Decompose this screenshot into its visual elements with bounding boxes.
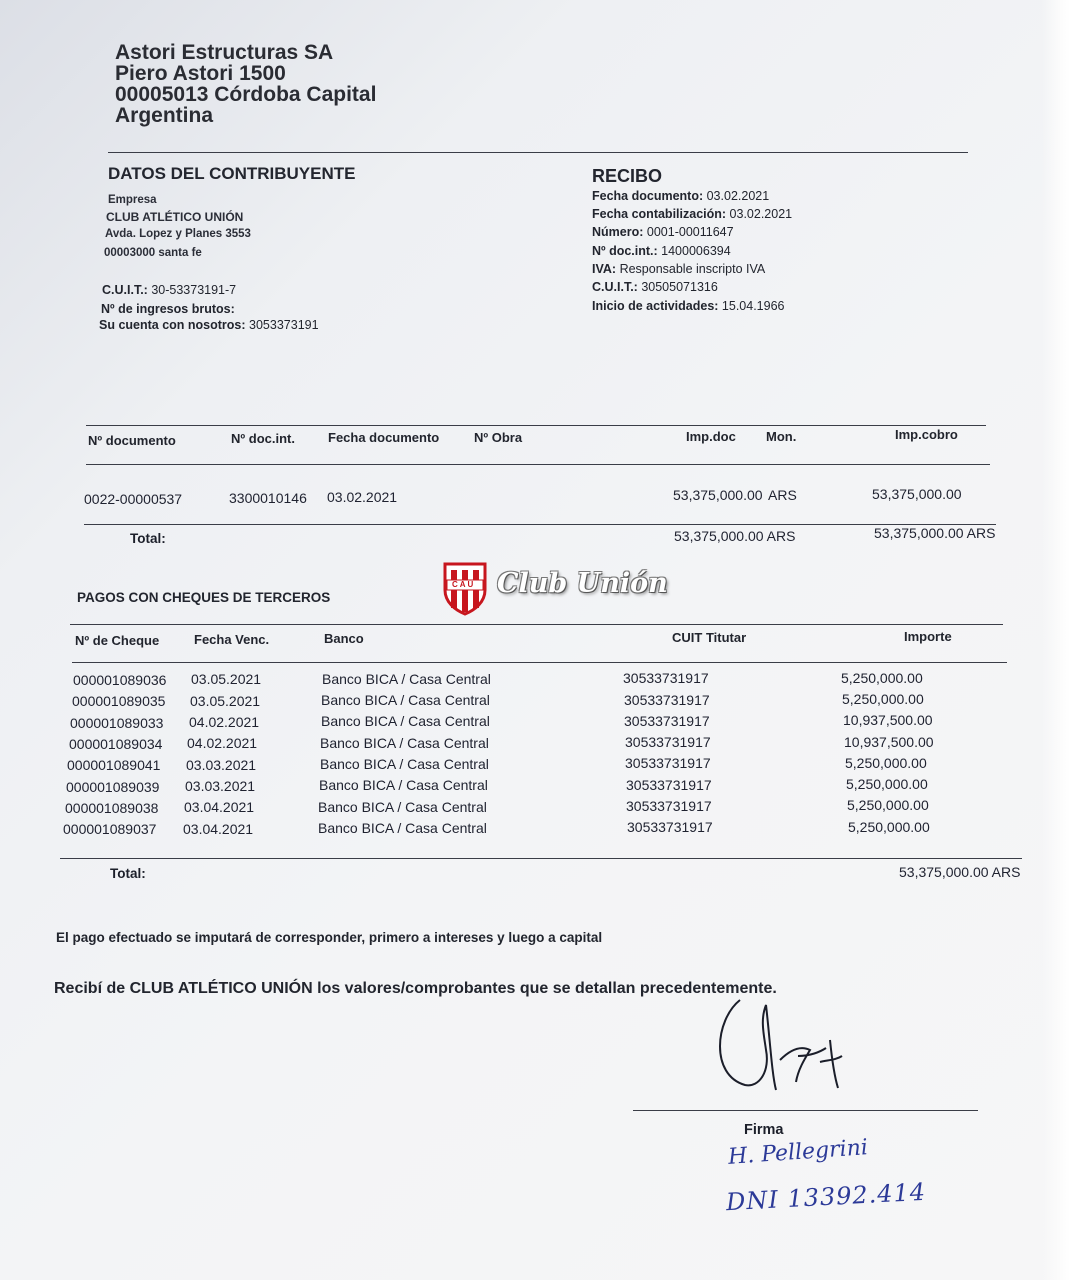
receipt-fecha-doc [592,189,769,203]
receipt-iva-label: IVA: [592,262,617,276]
receipt-inicio-value: 15.04.1966 [721,299,785,313]
receipt-heading: RECIBO [592,166,663,186]
taxpayer-address: Avda. Lopez y Planes 3553 [105,228,251,240]
docs-cell-impdoc: 53,375,000.00 [673,487,763,503]
receipt-inicio-label: Inicio de actividades: [592,299,719,313]
check-cell-fecha: 03.05.2021 [191,671,262,687]
taxpayer-cuit-line [102,283,236,297]
check-cell-importe: 10,937,500.00 [843,712,933,728]
taxpayer-cuenta-label: Su cuenta con nosotros: [99,318,246,332]
check-cell-cheque: 000001089039 [66,779,160,795]
acknowledgement: Recibí de CLUB ATLÉTICO UNIÓN los valores/comprobantes que se detallan precedentemente. [54,980,777,997]
issuer-block [115,42,376,126]
check-cell-banco: Banco BICA / Casa Central [322,671,491,687]
docs-header-rule [86,464,990,465]
check-cell-cheque: 000001089037 [63,821,157,837]
docs-header-obra: Nº Obra [474,430,523,445]
taxpayer-cuenta-line [99,318,319,332]
check-cell-banco: Banco BICA / Casa Central [320,735,489,751]
check-cell-cheque: 000001089035 [72,693,166,709]
check-cell-importe: 5,250,000.00 [845,755,927,771]
receipt-docint [592,244,731,258]
docs-cell-mon: ARS [768,487,797,503]
check-cell-cheque: 000001089033 [70,715,164,731]
check-cell-banco: Banco BICA / Casa Central [319,777,488,793]
check-cell-fecha: 04.02.2021 [189,714,260,730]
check-cell-importe: 5,250,000.00 [841,670,923,686]
docs-header-docint: Nº doc.int. [231,431,295,446]
checks-header-fecha: Fecha Venc. [194,632,270,647]
receipt-cuit-value: 30505071316 [641,280,718,294]
check-cell-cuit: 30533731917 [624,713,710,729]
check-cell-cuit: 30533731917 [624,692,710,708]
issuer-name: Astori Estructuras SA [115,41,334,64]
receipt-fecha-doc-value: 03.02.2021 [706,189,770,203]
signature-scribble-icon [700,990,870,1100]
receipt-numero [592,225,734,239]
checks-header-cheque: Nº de Cheque [75,633,160,648]
check-cell-cheque: 000001089038 [65,800,159,816]
check-cell-fecha: 03.03.2021 [185,778,256,794]
payment-note: El pago efectuado se imputará de corresponder, primero a intereses y luego a capital [56,930,603,945]
docs-header-impcobro: Imp.cobro [895,427,958,442]
receipt-iva [592,262,765,276]
header-divider [108,152,968,153]
issuer-address: Piero Astori 1500 [115,62,286,85]
docs-table-top-rule [86,425,986,426]
receipt-fecha-cont-label: Fecha contabilización: [592,207,727,221]
check-cell-cuit: 30533731917 [623,670,709,686]
signature-line [633,1110,978,1111]
docs-cell-impcobro: 53,375,000.00 [872,486,962,502]
receipt-iva-value: Responsable inscripto IVA [619,262,766,276]
receipt-fecha-cont-value: 03.02.2021 [729,207,793,221]
receipt-cuit [592,280,718,294]
docs-total-impcobro: 53,375,000.00 ARS [874,525,996,541]
receipt-fecha-cont [592,207,792,221]
checks-header-cuit: CUIT Titutar [672,630,747,645]
receipt-inicio [592,299,784,313]
docs-header-impdoc: Imp.doc [686,429,736,444]
docs-cell-fecha: 03.02.2021 [327,489,398,505]
check-cell-importe: 5,250,000.00 [847,797,929,813]
club-shield-letters: CAU [452,580,476,589]
taxpayer-cuit: 30-53373191-7 [151,283,237,297]
checks-header-importe: Importe [904,629,952,644]
taxpayer-city: 00003000 santa fe [104,247,202,259]
check-cell-fecha: 04.02.2021 [187,735,258,751]
checks-header-rule [72,662,1007,663]
docs-total-rule [84,524,996,525]
checks-header-banco: Banco [324,631,364,646]
check-cell-banco: Banco BICA / Casa Central [321,692,490,708]
taxpayer-name: CLUB ATLÉTICO UNIÓN [106,210,244,224]
check-cell-cheque: 000001089036 [73,672,167,688]
check-cell-cuit: 30533731917 [626,798,712,814]
check-cell-banco: Banco BICA / Casa Central [318,799,487,815]
taxpayer-type: Empresa [108,194,157,206]
receipt-numero-value: 0001-00011647 [646,225,734,239]
taxpayer-ingresos-label: Nº de ingresos brutos: [101,302,235,316]
check-cell-cuit: 30533731917 [626,777,712,793]
check-cell-fecha: 03.04.2021 [183,821,254,837]
handwritten-dni: DNI 13392.414 [725,1177,927,1217]
docs-cell-docint: 3300010146 [229,490,307,506]
docs-total-impdoc: 53,375,000.00 ARS [674,528,796,544]
check-cell-fecha: 03.05.2021 [190,693,261,709]
check-cell-importe: 5,250,000.00 [846,776,928,792]
taxpayer-heading: DATOS DEL CONTRIBUYENTE [108,164,356,183]
issuer-country: Argentina [115,104,214,127]
handwritten-name: H. Pellegrini [727,1135,869,1170]
checks-total-label: Total: [110,866,146,881]
issuer-city: 00005013 Córdoba Capital [115,83,377,106]
docs-total-label: Total: [130,531,166,546]
docs-header-mon: Mon. [766,429,797,444]
taxpayer-cuenta: 3053373191 [249,318,319,332]
check-cell-importe: 5,250,000.00 [848,819,930,835]
check-cell-banco: Banco BICA / Casa Central [320,756,489,772]
docs-header-fecha: Fecha documento [328,430,440,445]
check-cell-banco: Banco BICA / Casa Central [321,713,490,729]
watermark-text: Club Unión [497,568,668,599]
receipt-fecha-doc-label: Fecha documento: [592,189,704,203]
receipt-docint-label: Nº doc.int.: [592,244,658,258]
check-cell-fecha: 03.03.2021 [186,757,257,773]
check-cell-importe: 5,250,000.00 [842,691,924,707]
checks-total: 53,375,000.00 ARS [899,864,1021,880]
check-cell-banco: Banco BICA / Casa Central [318,820,487,836]
check-cell-fecha: 03.04.2021 [184,799,255,815]
checks-top-rule [70,624,1003,625]
receipt-cuit-label: C.U.I.T.: [592,280,638,294]
taxpayer-cuit-label: C.U.I.T.: [102,283,148,297]
check-cell-cheque: 000001089034 [69,736,163,752]
receipt-docint-value: 1400006394 [661,244,731,258]
docs-header-documento: Nº documento [88,433,176,448]
check-cell-importe: 10,937,500.00 [844,734,934,750]
checks-heading: PAGOS CON CHEQUES DE TERCEROS [77,590,331,605]
check-cell-cuit: 30533731917 [625,734,711,750]
check-cell-cheque: 000001089041 [67,757,161,773]
signature-label: Firma [744,1122,784,1138]
check-cell-cuit: 30533731917 [625,755,711,771]
docs-cell-documento: 0022-00000537 [84,491,183,507]
receipt-numero-label: Número: [592,225,644,239]
check-cell-cuit: 30533731917 [627,819,713,835]
checks-total-rule [60,858,1022,859]
